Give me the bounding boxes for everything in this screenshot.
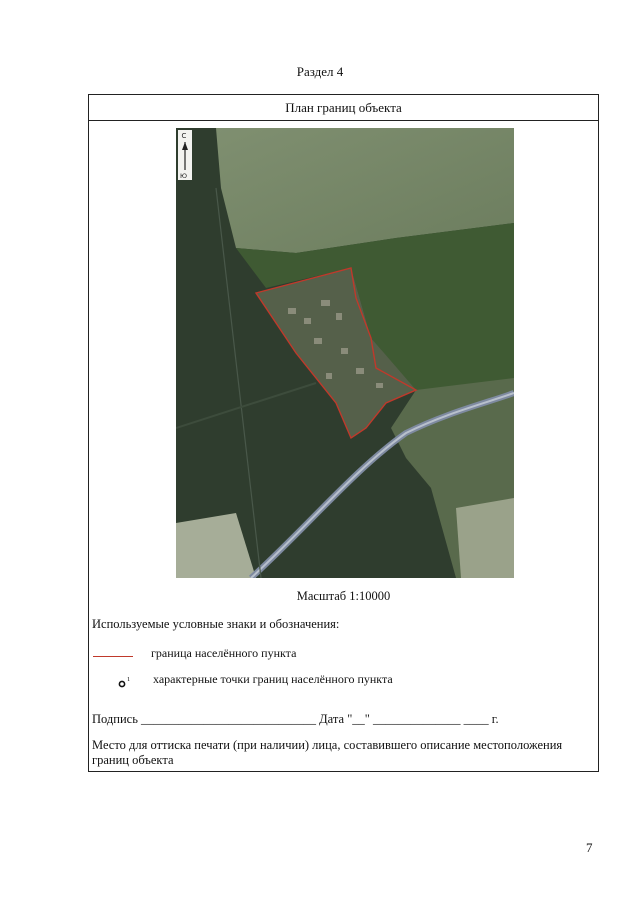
legend-boundary-label: граница населённого пункта [151, 646, 297, 660]
boundary-line-symbol [93, 656, 133, 657]
stamp-note: Место для оттиска печати (при наличии) лица, составившего описание местоположения границ объекта [92, 738, 563, 767]
boundary-point-symbol [118, 675, 132, 689]
page-number: 7 [586, 840, 593, 855]
light-clearing [456, 498, 514, 578]
satellite-image [176, 128, 514, 578]
plan-header: План границ объекта [89, 95, 598, 121]
section-title: Раздел 4 [296, 64, 344, 79]
legend-title: Используемые условные знаки и обозначения: [92, 617, 340, 631]
legend-point-label: характерные точки границ населённого пункта [153, 672, 393, 686]
satellite-map [176, 128, 514, 578]
map-scale: Масштаб 1:10000 [296, 589, 391, 603]
point-superscript: 1 [127, 676, 131, 683]
signature-line: Подпись ____________________________ Дата "__" ______________ ____ г. [92, 712, 499, 726]
north-arrow [178, 130, 192, 180]
north-label: С [181, 132, 187, 140]
south-label: Ю [180, 172, 188, 180]
boundary-plan-frame [88, 94, 599, 772]
